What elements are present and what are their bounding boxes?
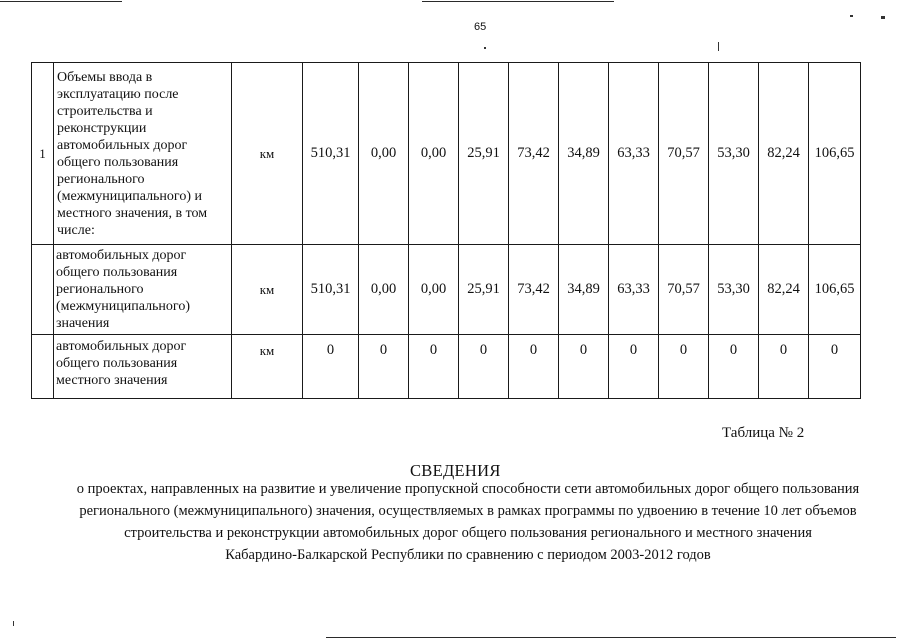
value-cell: 0 bbox=[709, 335, 759, 399]
value-cell: 0 bbox=[459, 335, 509, 399]
description-line: строительства и реконструкции автомобильных дорог общего пользования регионального и местного значения bbox=[124, 525, 812, 541]
value-cell: 25,91 bbox=[459, 245, 509, 335]
row-description bbox=[54, 245, 232, 335]
value-cell: 70,57 bbox=[659, 245, 709, 335]
value-cell: 0 bbox=[659, 335, 709, 399]
value-cell: 34,89 bbox=[559, 63, 609, 245]
section-heading: СВЕДЕНИЯ bbox=[410, 461, 501, 480]
scan-speck bbox=[13, 621, 14, 626]
unit-cell: км bbox=[232, 245, 303, 335]
value-cell: 0,00 bbox=[359, 245, 409, 335]
value-cell: 0,00 bbox=[359, 63, 409, 245]
value-cell: 53,30 bbox=[709, 63, 759, 245]
unit-cell: км bbox=[232, 63, 303, 245]
value-cell: 510,31 bbox=[303, 63, 359, 245]
value-cell: 510,31 bbox=[303, 245, 359, 335]
value-cell: 82,24 bbox=[759, 245, 809, 335]
value-cell: 0 bbox=[409, 335, 459, 399]
value-cell: 63,33 bbox=[609, 245, 659, 335]
table-row bbox=[32, 335, 861, 399]
description-line: регионального (межмуниципального) значения, осуществляемых в рамках программы по удвоению в течение 10 лет объемов bbox=[79, 503, 857, 519]
volumes-table bbox=[31, 62, 861, 399]
value-cell: 53,30 bbox=[709, 245, 759, 335]
value-cell: 0 bbox=[359, 335, 409, 399]
scan-speck bbox=[850, 15, 853, 17]
scan-edge-line bbox=[326, 637, 896, 638]
table-row bbox=[32, 63, 861, 245]
table-row bbox=[32, 245, 861, 335]
value-cell: 34,89 bbox=[559, 245, 609, 335]
value-cell: 73,42 bbox=[509, 63, 559, 245]
description-line: Кабардино-Балкарской Республики по сравнению с периодом 2003-2012 годов bbox=[225, 547, 711, 563]
value-cell: 63,33 bbox=[609, 63, 659, 245]
value-cell: 106,65 bbox=[809, 63, 861, 245]
value-cell: 0 bbox=[809, 335, 861, 399]
row-index: 1 bbox=[32, 63, 54, 245]
row-description-text: автомобильных дорог общего пользования регионального (межмуниципального) значения bbox=[56, 248, 190, 331]
value-cell: 106,65 bbox=[809, 245, 861, 335]
scan-speck bbox=[881, 16, 885, 19]
page-number: 65 bbox=[474, 21, 487, 33]
table-caption: Таблица № 2 bbox=[722, 425, 805, 441]
row-index bbox=[32, 245, 54, 335]
value-cell: 0 bbox=[559, 335, 609, 399]
value-cell: 0 bbox=[509, 335, 559, 399]
unit-cell: км bbox=[232, 335, 303, 399]
value-cell: 0,00 bbox=[409, 245, 459, 335]
value-cell: 25,91 bbox=[459, 63, 509, 245]
description-line: о проектах, направленных на развитие и увеличение пропускной способности сети автомобильных дорог общего пользования bbox=[76, 481, 860, 497]
value-cell: 82,24 bbox=[759, 63, 809, 245]
value-cell: 0 bbox=[609, 335, 659, 399]
row-description bbox=[54, 335, 232, 399]
value-cell: 70,57 bbox=[659, 63, 709, 245]
scan-speck bbox=[484, 47, 486, 49]
value-cell: 0 bbox=[303, 335, 359, 399]
scan-speck bbox=[718, 42, 719, 51]
section-description bbox=[40, 478, 896, 566]
scan-edge-line bbox=[0, 1, 122, 2]
value-cell: 0,00 bbox=[409, 63, 459, 245]
row-description: Объемы ввода в эксплуатацию после строительства и реконструкции автомобильных дорог общего пользования регионального (межмуниципального) и местного значения, в том числе: bbox=[54, 63, 232, 245]
row-description-text: автомобильных дорог общего пользования местного значения bbox=[56, 339, 187, 388]
value-cell: 0 bbox=[759, 335, 809, 399]
scan-edge-line bbox=[422, 1, 614, 2]
value-cell: 73,42 bbox=[509, 245, 559, 335]
row-index bbox=[32, 335, 54, 399]
